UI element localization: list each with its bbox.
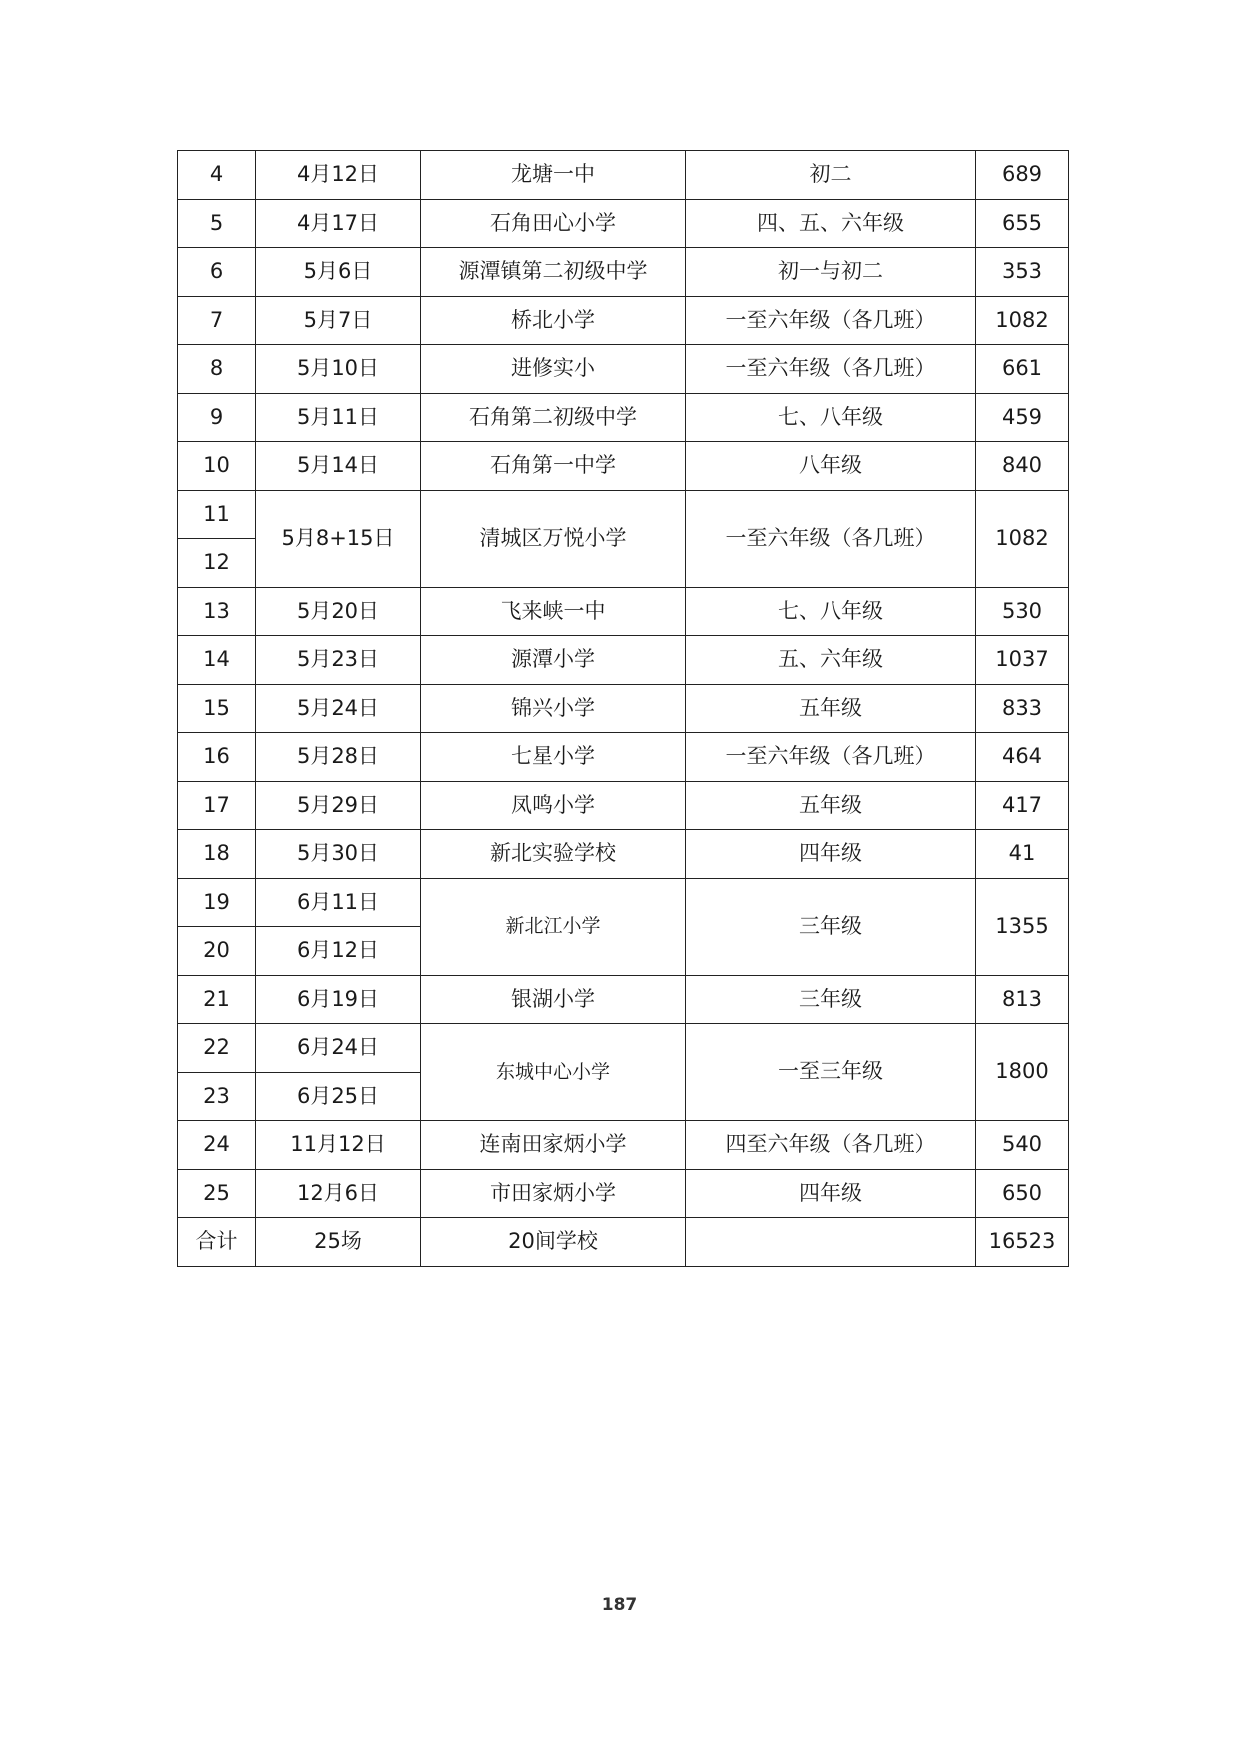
row-number: 11 [178,490,256,539]
row-number: 18 [178,830,256,879]
table-row [178,1121,1069,1170]
row-count: 530 [976,587,1069,636]
table-row [178,248,1069,297]
row-count: 661 [976,345,1069,394]
row-date: 11月12日 [256,1121,421,1170]
page-number: 187 [601,1595,638,1615]
row-grade: 五年级 [686,781,976,830]
row-school: 飞来峡一中 [421,587,686,636]
row-grade: 五年级 [686,684,976,733]
row-number: 20 [178,927,256,976]
row-number: 14 [178,636,256,685]
row-date: 12月6日 [256,1169,421,1218]
row-school: 新北江小学 [421,878,686,975]
table-row [178,1024,1069,1073]
row-school: 石角第一中学 [421,442,686,491]
row-date: 5月29日 [256,781,421,830]
table-row [178,733,1069,782]
row-number: 8 [178,345,256,394]
row-count: 417 [976,781,1069,830]
row-school: 新北实验学校 [421,830,686,879]
row-count: 650 [976,1169,1069,1218]
row-grade: 初二 [686,151,976,200]
row-number: 6 [178,248,256,297]
row-count: 813 [976,975,1069,1024]
table-row [178,684,1069,733]
row-number: 12 [178,539,256,588]
table-row [178,393,1069,442]
row-number: 7 [178,296,256,345]
row-date: 5月14日 [256,442,421,491]
table-row [178,490,1069,539]
row-count: 1800 [976,1024,1069,1121]
table-row [178,442,1069,491]
row-grade: 一至六年级（各几班） [686,296,976,345]
row-date: 6月12日 [256,927,421,976]
row-number: 19 [178,878,256,927]
row-grade: 四、五、六年级 [686,199,976,248]
row-school: 源潭小学 [421,636,686,685]
table-row [178,781,1069,830]
row-school: 连南田家炳小学 [421,1121,686,1170]
row-school: 锦兴小学 [421,684,686,733]
row-grade: 八年级 [686,442,976,491]
row-school: 银湖小学 [421,975,686,1024]
row-grade: 三年级 [686,878,976,975]
row-number: 22 [178,1024,256,1073]
row-date: 5月24日 [256,684,421,733]
row-grade: 一至六年级（各几班） [686,490,976,587]
row-count: 689 [976,151,1069,200]
total-sessions: 25场 [256,1218,421,1267]
row-number: 23 [178,1072,256,1121]
row-school: 龙塘一中 [421,151,686,200]
row-date: 5月23日 [256,636,421,685]
row-number: 17 [178,781,256,830]
schedule-table [177,150,1069,1267]
row-grade: 初一与初二 [686,248,976,297]
row-grade: 三年级 [686,975,976,1024]
row-number: 5 [178,199,256,248]
table-row [178,1169,1069,1218]
row-grade: 五、六年级 [686,636,976,685]
row-school: 东城中心小学 [421,1024,686,1121]
row-grade: 七、八年级 [686,393,976,442]
row-date: 4月17日 [256,199,421,248]
row-date: 6月25日 [256,1072,421,1121]
row-school: 市田家炳小学 [421,1169,686,1218]
row-school: 清城区万悦小学 [421,490,686,587]
table-row [178,199,1069,248]
table-row [178,975,1069,1024]
total-label: 合计 [178,1218,256,1267]
row-date: 6月11日 [256,878,421,927]
total-count: 16523 [976,1218,1069,1267]
row-number: 16 [178,733,256,782]
row-number: 25 [178,1169,256,1218]
table-row [178,830,1069,879]
table-row [178,587,1069,636]
row-school: 源潭镇第二初级中学 [421,248,686,297]
row-grade: 一至六年级（各几班） [686,733,976,782]
row-count: 1082 [976,296,1069,345]
row-school: 七星小学 [421,733,686,782]
row-count: 1355 [976,878,1069,975]
row-date: 5月28日 [256,733,421,782]
row-school: 凤鸣小学 [421,781,686,830]
row-date: 6月24日 [256,1024,421,1073]
row-count: 833 [976,684,1069,733]
row-date: 5月6日 [256,248,421,297]
row-number: 4 [178,151,256,200]
row-school: 桥北小学 [421,296,686,345]
row-number: 24 [178,1121,256,1170]
row-date: 5月7日 [256,296,421,345]
row-grade: 四至六年级（各几班） [686,1121,976,1170]
table-row [178,636,1069,685]
row-count: 41 [976,830,1069,879]
row-grade: 四年级 [686,830,976,879]
row-count: 840 [976,442,1069,491]
row-date: 5月8+15日 [256,490,421,587]
row-number: 21 [178,975,256,1024]
row-grade: 四年级 [686,1169,976,1218]
row-number: 9 [178,393,256,442]
row-grade: 一至三年级 [686,1024,976,1121]
table-row [178,345,1069,394]
row-grade: 一至六年级（各几班） [686,345,976,394]
row-date: 5月20日 [256,587,421,636]
row-count: 1037 [976,636,1069,685]
row-number: 10 [178,442,256,491]
row-count: 1082 [976,490,1069,587]
row-count: 353 [976,248,1069,297]
total-schools: 20间学校 [421,1218,686,1267]
table-row [178,878,1069,927]
row-grade: 七、八年级 [686,587,976,636]
row-number: 13 [178,587,256,636]
row-number: 15 [178,684,256,733]
total-grade [686,1218,976,1267]
row-school: 石角第二初级中学 [421,393,686,442]
row-count: 459 [976,393,1069,442]
table-row [178,151,1069,200]
total-row [178,1218,1069,1267]
row-count: 655 [976,199,1069,248]
row-count: 464 [976,733,1069,782]
row-date: 4月12日 [256,151,421,200]
row-count: 540 [976,1121,1069,1170]
row-date: 5月10日 [256,345,421,394]
row-date: 5月30日 [256,830,421,879]
row-date: 5月11日 [256,393,421,442]
row-school: 石角田心小学 [421,199,686,248]
row-date: 6月19日 [256,975,421,1024]
table-row [178,296,1069,345]
row-school: 进修实小 [421,345,686,394]
